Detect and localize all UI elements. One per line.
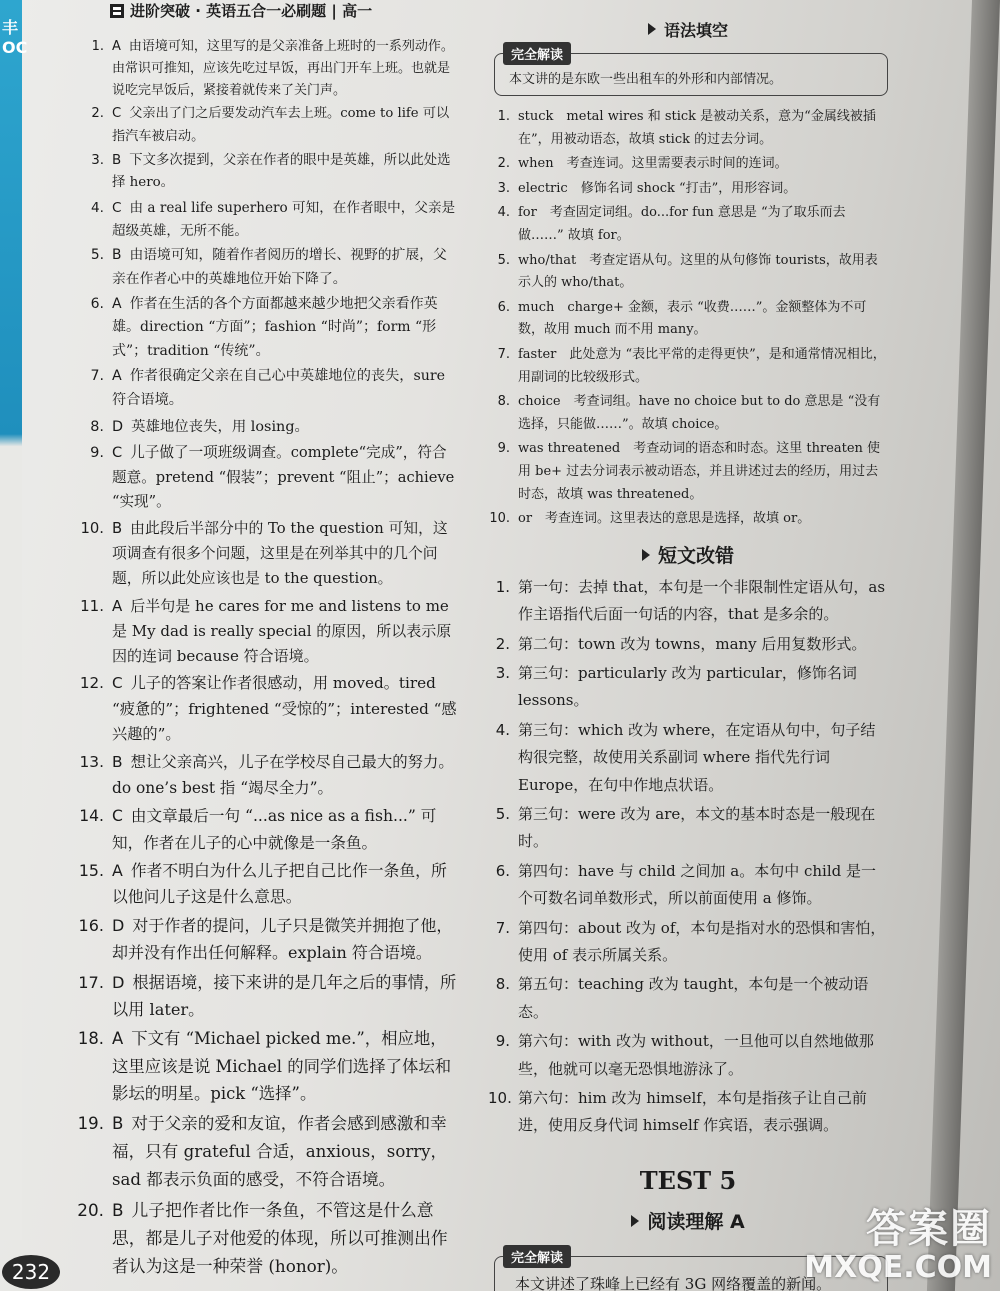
answer-choice: C bbox=[112, 444, 123, 462]
answer-explanation: 儿子把作者比作一条鱼，不管这是什么意思，都是儿子对他爱的体现，所以可推测出作者认为这是一种荣誉 (honor)。 bbox=[112, 1199, 448, 1276]
grammar-item-text: faster 此处意为 “表比平常的走得更快”，是和通常情况相比，用副词的比较级形式。 bbox=[518, 346, 886, 385]
answer-explanation: 由 a real life superhero 可知，在作者眼中，父亲是超级英雄，无所不能。 bbox=[112, 199, 456, 239]
error-correction-item bbox=[488, 971, 888, 1026]
answer-choice: D bbox=[112, 972, 125, 992]
answer-choice: C bbox=[112, 807, 123, 826]
answer-item bbox=[60, 1196, 458, 1281]
grammar-item-number: 10. bbox=[489, 511, 510, 527]
grammar-item bbox=[488, 250, 888, 295]
answer-item bbox=[60, 671, 458, 748]
error-correction-item bbox=[488, 915, 888, 970]
answer-number: 15. bbox=[78, 860, 104, 880]
answer-number: 11. bbox=[80, 596, 104, 615]
answer-choice: B bbox=[112, 519, 123, 537]
error-item-number: 7. bbox=[495, 918, 510, 937]
error-item-text: 第三句：particularly 改为 particular，修饰名词 lessons。 bbox=[518, 663, 857, 710]
watermark-logo-text: 答案圈 bbox=[866, 1206, 992, 1252]
answer-explanation: 下文多次提到，父亲在作者的眼中是英雄，所以此处选择 hero。 bbox=[112, 152, 451, 191]
grammar-item-text: when 考查连词。这里需要表示时间的连词。 bbox=[518, 156, 788, 172]
header-title: 进阶突破 · 英语五合一必刷题 | 高一 bbox=[130, 2, 373, 20]
answer-explanation: 想让父亲高兴，儿子在学校尽自己最大的努力。do one’s best 指 “竭尽全力”。 bbox=[112, 752, 454, 797]
error-correction-item bbox=[488, 1028, 888, 1083]
edge-tab-text: 丰 OC bbox=[2, 18, 28, 57]
grammar-section-title: 语法填空 bbox=[488, 18, 888, 41]
answer-choice: B bbox=[112, 752, 123, 771]
error-correction-item bbox=[488, 1085, 888, 1140]
error-section-title: 短文改错 bbox=[488, 541, 888, 568]
answer-item bbox=[60, 197, 458, 243]
answer-choice: B bbox=[112, 247, 122, 264]
answer-number: 1. bbox=[91, 39, 104, 54]
grammar-item-number: 1. bbox=[497, 109, 510, 124]
answer-item bbox=[60, 1025, 458, 1108]
watermark bbox=[804, 1207, 992, 1285]
answer-item bbox=[60, 365, 458, 413]
answer-number: 10. bbox=[80, 519, 104, 537]
error-item-text: 第四句：have 与 child 之间加 a。本句中 child 是一个可数名词单数形式，所以前面使用 a 修饰。 bbox=[518, 861, 877, 908]
answer-item bbox=[60, 969, 458, 1023]
grammar-item bbox=[488, 297, 888, 342]
page-edge-shadow bbox=[927, 0, 1000, 1291]
answer-item bbox=[60, 913, 458, 967]
answer-item bbox=[60, 150, 458, 195]
answer-explanation: 对于作者的提问，儿子只是微笑并拥抱了他，却并没有作出任何解释。explain 符合语境。 bbox=[112, 915, 453, 962]
grammar-item bbox=[488, 508, 888, 531]
answer-item bbox=[60, 415, 458, 439]
complete-explanation-badge: 完全解读 bbox=[503, 42, 571, 65]
answer-choice: A bbox=[112, 1029, 124, 1049]
error-item-text: 第六句：with 改为 without，一旦他可以自然地做那些，他就可以毫无恐惧地游泳了。 bbox=[518, 1032, 874, 1078]
answer-number: 8. bbox=[90, 419, 104, 436]
answer-item bbox=[60, 293, 458, 364]
error-item-number: 3. bbox=[495, 663, 510, 682]
error-item-text: 第四句：about 改为 of，本句是指对水的恐惧和害怕，使用 of 表示所属关系。 bbox=[518, 918, 886, 964]
grammar-item bbox=[488, 153, 888, 176]
answer-choice: C bbox=[112, 674, 123, 693]
grammar-item bbox=[488, 438, 888, 506]
answer-item bbox=[60, 858, 458, 911]
error-item-text: 第六句：him 改为 himself，本句是指孩子让自己前进，使用反身代词 himself 作宾语，表示强调。 bbox=[518, 1089, 867, 1135]
answer-number: 20. bbox=[77, 1199, 104, 1220]
grammar-item-number: 5. bbox=[497, 252, 510, 268]
error-item-number: 10. bbox=[488, 1089, 512, 1107]
answer-explanation: 后半句是 he cares for me and listens to me 是 My dad is really special 的原因，所以表示原因的连词 because 符合语境。 bbox=[112, 596, 452, 665]
grammar-item-number: 9. bbox=[497, 441, 510, 457]
test-title: TEST 5 bbox=[639, 1165, 737, 1195]
error-item-text: 第二句：town 改为 towns，many 后用复数形式。 bbox=[518, 634, 867, 653]
left-column bbox=[60, 36, 458, 1282]
answer-number: 13. bbox=[79, 752, 104, 771]
answer-choice: D bbox=[112, 419, 124, 436]
answer-choice: A bbox=[112, 295, 122, 312]
triangle-icon bbox=[642, 549, 650, 561]
error-item-number: 1. bbox=[495, 577, 510, 596]
error-item-number: 8. bbox=[495, 975, 510, 994]
grammar-item-text: electric 修饰名词 shock “打击”，用形容词。 bbox=[518, 180, 797, 196]
answer-number: 12. bbox=[79, 674, 104, 693]
grammar-item-number: 7. bbox=[497, 346, 510, 362]
grammar-item-number: 8. bbox=[497, 394, 510, 410]
answer-number: 18. bbox=[77, 1029, 104, 1049]
answer-choice: A bbox=[112, 860, 123, 880]
answer-number: 16. bbox=[78, 915, 104, 935]
error-item-text: 第三句：were 改为 are，本文的基本时态是一般现在时。 bbox=[518, 804, 876, 851]
grammar-item-number: 3. bbox=[497, 180, 510, 196]
answer-number: 2. bbox=[91, 106, 104, 122]
answer-choice: C bbox=[112, 199, 122, 216]
answer-number: 7. bbox=[90, 368, 104, 385]
answer-explanation: 作者在生活的各个方面都越来越少地把父亲看作英雄。direction “方面”；fashion “时尚”；form “形式”；tradition “传统”。 bbox=[112, 295, 438, 359]
triangle-icon bbox=[648, 23, 656, 35]
error-correction-item bbox=[488, 801, 888, 856]
answer-explanation: 儿子的答案让作者很感动，用 moved。tired “疲惫的”；frightened “受惊的”；interested “感兴趣的”。 bbox=[112, 674, 457, 744]
grammar-item-text: much charge+ 金额，表示 “收费……”。金额整体为不可数，故用 much 而不用 many。 bbox=[518, 299, 867, 338]
answer-item bbox=[60, 441, 458, 515]
error-item-text: 第五句：teaching 改为 taught，本句是一个被动语态。 bbox=[518, 975, 869, 1021]
answer-number: 3. bbox=[91, 152, 104, 168]
answer-explanation: 由语境可知，随着作者阅历的增长、视野的扩展，父亲在作者心中的英雄地位开始下降了。 bbox=[112, 247, 447, 287]
answer-item bbox=[60, 594, 458, 670]
answer-item bbox=[60, 36, 458, 101]
error-correction-item bbox=[488, 660, 888, 715]
answer-choice: B bbox=[112, 152, 122, 168]
answer-choice: A bbox=[112, 596, 123, 615]
error-item-text: 第三句：which 改为 where，在定语从句中，句子结构很完整，故使用关系副词 where 指代先行词 Europe，在句中作地点状语。 bbox=[518, 720, 876, 794]
answer-explanation: 作者很确定父亲在自己心中英雄地位的丧失，sure 符合语境。 bbox=[112, 368, 446, 409]
answer-explanation: 儿子做了一项班级调查。complete“完成”，符合题意。pretend “假装”；prevent “阻止”；achieve “实现”。 bbox=[112, 444, 455, 511]
error-correction-item bbox=[488, 858, 888, 913]
watermark-url: MXQE.COM bbox=[804, 1250, 992, 1285]
error-item-number: 9. bbox=[495, 1032, 510, 1051]
reading-section-title: 阅读理解 A bbox=[488, 1207, 888, 1234]
answer-explanation: 英雄地位丧失，用 losing。 bbox=[131, 419, 309, 436]
answer-choice: A bbox=[112, 39, 121, 54]
error-correction-item bbox=[488, 717, 888, 799]
answer-number: 19. bbox=[77, 1113, 104, 1133]
grammar-item-number: 4. bbox=[497, 205, 510, 221]
error-item-number: 2. bbox=[495, 634, 510, 653]
grammar-item-text: for 考查固定词组。do...for fun 意思是 “为了取乐而去做……” 故填 for。 bbox=[518, 205, 846, 243]
grammar-summary-text: 本文讲的是东欧一些出租车的外形和内部情况。 bbox=[509, 72, 783, 87]
answer-explanation: 由语境可知，这里写的是父亲准备上班时的一系列动作。由常识可推知，应该先吃过早饭，再出门开车上班。也就是说吃完早饭后，紧接着就传来了关门声。 bbox=[112, 39, 454, 98]
error-item-number: 5. bbox=[495, 804, 510, 823]
grammar-summary-box bbox=[494, 48, 888, 96]
answer-item bbox=[60, 1110, 458, 1194]
grammar-item bbox=[488, 178, 888, 201]
grammar-item-text: choice 考查词组。have no choice but to do 意思是 “没有选择，只能做……”。故填 choice。 bbox=[518, 394, 881, 432]
answer-explanation: 下文有 “Michael picked me.”，相应地，这里应该是说 Michael 的同学们选择了体坛和影坛的明星。pick “选择”。 bbox=[112, 1029, 452, 1104]
grammar-item-text: or 考查连词。这里表达的意思是选择，故填 or。 bbox=[518, 511, 811, 527]
error-item-number: 6. bbox=[495, 861, 510, 880]
page-header bbox=[110, 0, 372, 26]
grammar-item bbox=[488, 106, 888, 151]
error-correction-list bbox=[488, 574, 888, 1140]
grammar-item bbox=[488, 202, 888, 247]
grammar-item-number: 6. bbox=[497, 299, 510, 315]
right-column bbox=[488, 18, 888, 1291]
page-number: 232 bbox=[2, 1255, 60, 1289]
answer-explanation: 由文章最后一句 “...as nice as a fish...” 可知，作者在儿子的心中就像是一条鱼。 bbox=[112, 807, 437, 852]
triangle-icon bbox=[631, 1215, 639, 1227]
answer-item bbox=[60, 517, 458, 592]
answer-choice: B bbox=[112, 1113, 124, 1133]
answer-number: 4. bbox=[91, 199, 104, 216]
grammar-item bbox=[488, 344, 888, 389]
answer-choice: C bbox=[112, 106, 122, 122]
answer-item bbox=[60, 103, 458, 147]
grammar-item-text: was threatened 考查动词的语态和时态。这里 threaten 使用 be+ 过去分词表示被动语态，并且讲述过去的经历，用过去时态，故填 was threatened。 bbox=[518, 441, 881, 502]
error-item-text: 第一句：去掉 that，本句是一个非限制性定语从句，as 作主语指代后面一句话的内容，that 是多余的。 bbox=[518, 577, 886, 624]
grammar-answer-list bbox=[488, 106, 888, 531]
error-correction-item bbox=[488, 631, 888, 658]
grammar-item-number: 2. bbox=[497, 156, 510, 172]
answer-choice: B bbox=[112, 1199, 124, 1220]
answer-explanation: 父亲出了门之后要发动汽车去上班。come to life 可以指汽车被启动。 bbox=[112, 106, 450, 144]
answer-number: 6. bbox=[90, 295, 104, 312]
answer-number: 17. bbox=[78, 972, 104, 992]
error-correction-item bbox=[488, 574, 888, 629]
grammar-item-text: stuck metal wires 和 stick 是被动关系，意为“金属线被插在”，用被动语态，故填 stick 的过去分词。 bbox=[518, 109, 876, 147]
answer-choice: D bbox=[112, 915, 125, 935]
answer-explanation: 由此段后半部分中的 To the question 可知，这项调查有很多个问题，这里是在列举其中的几个问题，所以此处应该也是 to the question。 bbox=[112, 519, 448, 587]
answer-choice: A bbox=[112, 368, 122, 385]
answer-explanation: 作者不明白为什么儿子把自己比作一条鱼，所以他问儿子这是什么意思。 bbox=[112, 860, 447, 907]
edge-tab bbox=[0, 0, 28, 1240]
book-icon bbox=[110, 4, 124, 18]
reading-summary-text: 本文讲述了珠峰上已经有 3G 网络覆盖的新闻。 bbox=[515, 1274, 832, 1291]
answer-item bbox=[60, 750, 458, 802]
grammar-item bbox=[488, 391, 888, 436]
answer-explanation: 对于父亲的爱和友谊，作者会感到感激和幸福，只有 grateful 合适，anxious，sorry，sad 都表示负面的感受，不符合语境。 bbox=[112, 1113, 448, 1189]
answer-explanation: 根据语境，接下来讲的是几年之后的事情，所以用 later。 bbox=[112, 972, 457, 1019]
answer-number: 14. bbox=[79, 807, 104, 826]
answer-item bbox=[60, 803, 458, 855]
complete-explanation-badge: 完全解读 bbox=[503, 1245, 571, 1268]
answer-item bbox=[60, 244, 458, 290]
grammar-item-text: who/that 考查定语从句。这里的从句修饰 tourists，故用表示人的 who/that。 bbox=[518, 252, 878, 291]
error-item-number: 4. bbox=[495, 720, 510, 739]
answer-number: 5. bbox=[90, 247, 104, 264]
answer-number: 9. bbox=[90, 444, 104, 462]
